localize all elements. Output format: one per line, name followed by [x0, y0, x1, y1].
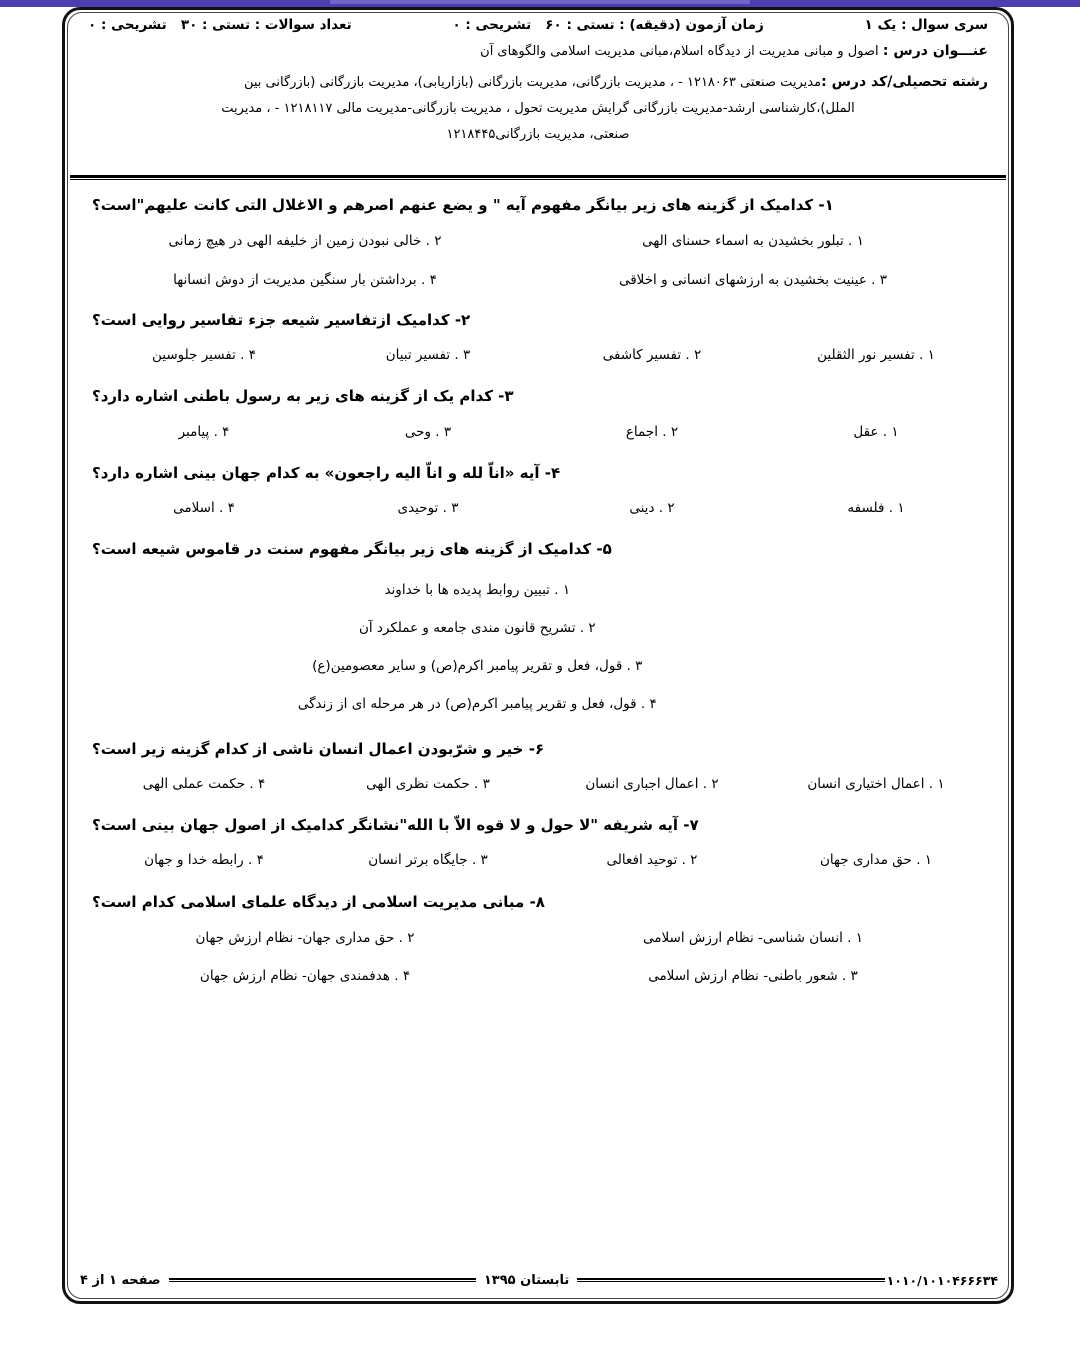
question-count-objective-value: ۳۰: [180, 17, 198, 33]
option-number: ۱ .: [888, 500, 905, 516]
series-value: یک ۱: [864, 17, 897, 33]
option-item[interactable]: [540, 772, 764, 796]
option-item[interactable]: [92, 685, 863, 723]
option-text: قول، فعل و تقریر پیامبر اکرم(ص) در هر مرحله ای از زندگی: [297, 696, 637, 713]
option-number: ۴ .: [249, 775, 266, 792]
question-number: ۲-: [454, 310, 471, 329]
option-text: اعمال اختیاری انسان: [807, 775, 925, 792]
option-number: ۲ .: [702, 775, 719, 792]
question-text: خیر و شرّبودن اعمال انسان ناشی از کدام گزینه زیر است؟: [92, 739, 524, 758]
exam-time-descriptive-value: ۰: [452, 17, 461, 33]
option-text: تفسیر نور الثقلین: [817, 347, 915, 363]
question-text: کدامیک از گزینه های زیر بیانگر مفهوم آیه " و یضع عنهم اصرهم و الاغلال التی کانت علیهم"است؟: [92, 196, 814, 214]
option-item[interactable]: [540, 957, 988, 995]
option-number: ۳ .: [841, 968, 858, 984]
option-item[interactable]: [92, 571, 863, 609]
option-item[interactable]: [540, 343, 764, 367]
option-number: ۲ .: [681, 852, 698, 869]
option-text: تفسیر تبیان: [385, 347, 451, 363]
option-number: ۳ .: [442, 500, 459, 516]
option-item[interactable]: [540, 496, 764, 520]
option-text: هدفمندی جهان- نظام ارزش جهان: [199, 968, 390, 984]
question-block: [92, 531, 988, 727]
option-item[interactable]: [764, 420, 988, 444]
option-number: ۳ .: [471, 852, 488, 869]
option-item[interactable]: [540, 919, 988, 957]
option-text: عقل: [853, 423, 879, 440]
option-text: تفسیر جلوسین: [151, 347, 236, 363]
top-scanner-band: [0, 0, 1080, 7]
option-text: حکمت نظری الهی: [366, 775, 470, 792]
option-item[interactable]: [92, 647, 863, 685]
options-list: [92, 842, 988, 880]
header-divider-thick: [70, 175, 1006, 178]
question-block: [92, 884, 988, 996]
question-stem: [92, 378, 988, 413]
question-text: کدامیک ازتفاسیر شیعه جزء تفاسیر روایی است؟: [92, 310, 450, 329]
series-label: سری سوال :: [901, 17, 988, 33]
option-item[interactable]: [764, 772, 988, 796]
question-text: کدام یک از گزینه های زیر به رسول باطنی اشاره دارد؟: [92, 387, 493, 406]
option-text: خالی نبودن زمین از خلیفه الهی در هیچ زمانی: [168, 233, 422, 250]
option-number: ۳ .: [474, 775, 490, 792]
question-count-cell: [88, 17, 352, 33]
option-text: شعور باطنی- نظام ارزش اسلامی: [648, 968, 838, 984]
question-number: ۳-: [498, 387, 514, 406]
option-item[interactable]: [540, 261, 988, 299]
option-number: ۴ .: [640, 696, 657, 713]
header-divider-thin: [70, 179, 1006, 180]
footer-page-number: صفحه ۱ از ۴: [80, 1272, 161, 1288]
field-code-line2: الملل)،کارشناسی ارشد-مدیریت بازرگانی گرایش مدیریت تحول ، مدیریت بازرگانی-مدیریت مالی ۱۲۱۸۱۱۷ - ، مدیریت: [221, 101, 855, 117]
option-text: تبلور بخشیدن به اسماء حسنای الهی: [642, 233, 844, 250]
question-number: ۵-: [596, 540, 612, 559]
option-number: ۴ .: [219, 500, 235, 516]
header-meta-row: [84, 13, 992, 35]
exam-time-label: زمان آزمون (دقیقه) : تستی :: [566, 17, 764, 33]
field-code-label: رشته تحصیلی/کد درس :: [821, 74, 988, 90]
exam-time-descriptive-label: تشریحی :: [465, 17, 532, 33]
option-number: ۳ .: [454, 347, 471, 363]
question-block: [92, 378, 988, 452]
option-item[interactable]: [92, 609, 863, 647]
option-number: ۲ .: [425, 233, 442, 250]
option-number: ۴ .: [213, 423, 230, 440]
footer-rule-right: [577, 1278, 884, 1283]
course-title-value: اصول و مبانی مدیریت از دیدگاه اسلام،مبانی مدیریت اسلامی والگوهای آن: [480, 44, 879, 59]
footer-exam-code: ۱۰۱۰/۱۰۱۰۴۶۶۶۳۴: [886, 1272, 998, 1288]
option-number: ۱ .: [928, 775, 945, 792]
option-text: قول، فعل و تقریر پیامبر اکرم(ص) و سایر معصومین(ع): [312, 658, 623, 674]
question-number: ۸-: [529, 892, 545, 911]
option-text: تفسیر کاشفی: [602, 347, 682, 363]
question-count-label: تعداد سوالات : تستی :: [202, 17, 352, 33]
question-stem: [92, 302, 988, 337]
option-item[interactable]: [92, 222, 540, 260]
exam-time-cell: [452, 17, 763, 33]
option-number: ۲ .: [398, 929, 415, 946]
option-number: ۴ .: [247, 852, 264, 869]
option-number: ۲ .: [662, 423, 679, 440]
series-cell: [865, 17, 988, 33]
question-stem: [92, 807, 988, 842]
options-list: [92, 337, 988, 375]
question-stem: [92, 884, 988, 919]
course-title-row: [84, 35, 992, 65]
question-block: [92, 187, 988, 299]
option-item[interactable]: [764, 848, 988, 872]
option-number: ۱ .: [848, 233, 864, 250]
options-list: [92, 766, 988, 804]
option-text: اجماع: [625, 423, 658, 440]
field-code-row: [84, 65, 992, 147]
questions-area: [62, 187, 1014, 998]
question-stem: [92, 731, 988, 766]
options-list: [92, 414, 988, 452]
option-number: ۳ .: [626, 658, 643, 674]
option-number: ۱ .: [916, 852, 933, 869]
option-item[interactable]: [92, 772, 316, 796]
option-text: رابطه خدا و جهان: [144, 852, 244, 869]
option-item[interactable]: [316, 496, 540, 520]
question-text: کدامیک از گزینه های زیر بیانگر مفهوم سنت در قاموس شیعه است؟: [92, 540, 592, 559]
options-list: [92, 222, 988, 299]
option-number: ۱ .: [919, 347, 935, 363]
option-item[interactable]: [92, 343, 316, 367]
option-text: حق مداری جهان: [819, 852, 912, 869]
field-code-line3: صنعتی، مدیریت بازرگانی۱۲۱۸۴۴۵: [446, 126, 630, 142]
option-text: توحیدی: [397, 500, 439, 516]
question-block: [92, 455, 988, 529]
option-item[interactable]: [316, 343, 540, 367]
option-number: ۳ .: [435, 423, 452, 440]
option-item[interactable]: [540, 420, 764, 444]
field-code-line1: مدیریت صنعتی ۱۲۱۸۰۶۳ - ، مدیریت بازرگانی، مدیریت بازرگانی (بازاریابی)، مدیریت بازرگانی (بازرگانی بین: [243, 75, 822, 90]
header-divider: [70, 175, 1006, 181]
footer-season: تابستان ۱۳۹۵: [483, 1272, 570, 1288]
question-stem: [92, 531, 988, 566]
question-count-descriptive-value: ۰: [88, 17, 97, 33]
option-number: ۲ .: [579, 619, 596, 636]
options-list: [92, 567, 988, 728]
question-block: [92, 731, 988, 805]
question-block: [92, 302, 988, 376]
option-number: ۱ .: [882, 423, 899, 440]
option-text: توحید افعالی: [606, 852, 678, 869]
option-item[interactable]: [540, 848, 764, 872]
question-number: ۴-: [544, 463, 561, 482]
option-text: فلسفه: [847, 500, 885, 516]
question-text: آیه شریفه "لا حول و لا قوه الاّ با الله"نشانگر کدامیک از اصول جهان بینی است؟: [92, 816, 679, 834]
option-text: جایگاه برتر انسان: [368, 852, 468, 869]
option-item[interactable]: [92, 420, 316, 444]
option-text: انسان شناسی- نظام ارزش اسلامی: [642, 929, 843, 946]
option-text: برداشتن بار سنگین مدیریت از دوش انسانها: [173, 271, 417, 288]
option-text: حق مداری جهان- نظام ارزش جهان: [195, 929, 395, 946]
question-text: آیه «اناّ لله و اناّ الیه راجعون» به کدام جهان بینی اشاره دارد؟: [92, 463, 540, 482]
option-text: تشریح قانون مندی جامعه و عملکرد آن: [358, 619, 576, 636]
option-number: ۱ .: [554, 581, 571, 598]
option-number: ۴ .: [420, 271, 437, 288]
question-block: [92, 807, 988, 881]
option-number: ۲ .: [685, 347, 702, 363]
option-item[interactable]: [764, 496, 988, 520]
option-number: ۴ .: [240, 347, 257, 363]
option-text: اعمال اجباری انسان: [585, 775, 699, 792]
options-list: [92, 919, 988, 996]
question-stem: [92, 455, 988, 490]
option-text: حکمت عملی الهی: [142, 775, 246, 792]
exam-time-objective-value: ۶۰: [545, 17, 562, 33]
question-number: ۷-: [683, 816, 699, 834]
option-item[interactable]: [316, 420, 540, 444]
option-text: وحی: [404, 423, 431, 440]
option-text: تبیین روابط پدیده ها با خداوند: [384, 581, 550, 598]
exam-header: [62, 7, 1014, 157]
option-text: دینی: [629, 500, 655, 516]
course-title-label: عنـــوان درس :: [882, 43, 988, 59]
option-number: ۴ .: [394, 968, 411, 984]
top-scanner-band-highlight: [330, 0, 750, 4]
question-stem: [92, 187, 988, 222]
option-item[interactable]: [764, 343, 988, 367]
question-count-descriptive-label: تشریحی :: [100, 17, 167, 33]
option-item[interactable]: [316, 848, 540, 872]
option-item[interactable]: [92, 496, 316, 520]
option-text: پیامبر: [178, 423, 210, 440]
question-number: ۶-: [528, 739, 545, 758]
exam-footer: [72, 1263, 1004, 1297]
option-item[interactable]: [92, 957, 540, 995]
options-list: [92, 490, 988, 528]
option-item[interactable]: [540, 222, 988, 260]
option-text: اسلامی: [173, 500, 215, 516]
option-number: ۲ .: [658, 500, 675, 516]
option-text: عینیت بخشیدن به ارزشهای انسانی و اخلاقی: [618, 271, 867, 288]
question-number: ۱-: [818, 196, 834, 214]
question-text: مبانی مدیریت اسلامی از دیدگاه علمای اسلامی کدام است؟: [92, 892, 525, 911]
option-item[interactable]: [92, 919, 540, 957]
option-item[interactable]: [92, 261, 540, 299]
exam-page: [62, 7, 1014, 1307]
option-number: ۱ .: [847, 929, 863, 946]
option-item[interactable]: [92, 848, 316, 872]
option-item[interactable]: [316, 772, 540, 796]
option-number: ۳ .: [871, 271, 888, 288]
footer-rule-left: [169, 1278, 476, 1283]
